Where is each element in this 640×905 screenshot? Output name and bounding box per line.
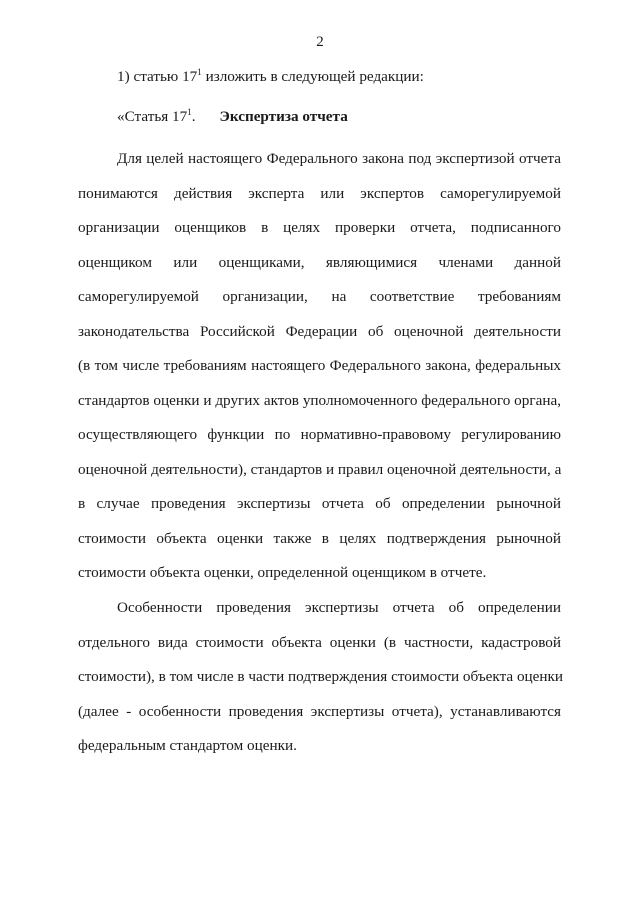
text-line: саморегулируемой организации, на соответствие требованиям	[78, 288, 561, 305]
paragraph-1	[78, 150, 561, 599]
item-1-superscript: 1	[197, 67, 202, 77]
paragraph-2	[78, 599, 564, 772]
text-line: стоимости объекта оценки также в целях подтверждения рыночной	[78, 529, 561, 547]
item-1-prefix: 1) статью 17	[117, 68, 198, 85]
item-1-suffix: изложить в следующей редакции:	[201, 68, 424, 85]
article-dot: .	[191, 108, 196, 125]
article-prefix: «Статья 17	[117, 108, 188, 125]
page-number: 2	[316, 34, 324, 50]
text-line: законодательства Российской Федерации об оценочной деятельности	[78, 322, 561, 340]
text-line: организации оценщиков в целях проверки отчета, подписанного	[78, 219, 561, 236]
text-line: стандартов оценки и других актов уполномоченного федерального органа,	[78, 391, 561, 409]
text-line: отдельного вида стоимости объекта оценки (в частности, кадастровой	[78, 633, 561, 651]
text-line: оценочной деятельности), стандартов и правил оценочной деятельности, а	[78, 460, 562, 478]
text-line: стоимости), в том числе в части подтверждения стоимости объекта оценки	[78, 668, 564, 685]
article-title: Экспертиза отчета	[219, 108, 348, 125]
text-line: в случае проведения экспертизы отчета об определении рыночной	[78, 495, 561, 512]
text-line: стоимости объекта оценки, определенной оценщиком в отчете.	[78, 564, 487, 581]
article-heading	[117, 108, 348, 126]
text-line: Особенности проведения экспертизы отчета об определении	[117, 599, 561, 616]
text-line: Для целей настоящего Федерального закона под экспертизой отчета	[117, 150, 561, 167]
amendment-item-1	[117, 68, 424, 86]
text-line: (в том числе требованиям настоящего Федерального закона, федеральных	[78, 357, 561, 374]
text-line: федеральным стандартом оценки.	[78, 737, 297, 754]
text-line: (далее - особенности проведения экспертизы отчета), устанавливаются	[78, 702, 561, 720]
text-line: оценщиком или оценщиками, являющимися членами данной	[78, 253, 561, 271]
article-superscript: 1	[187, 107, 192, 117]
text-line: осуществляющего функции по нормативно-правовому регулированию	[78, 426, 561, 443]
text-line: понимаются действия эксперта или экспертов саморегулируемой	[78, 184, 561, 202]
